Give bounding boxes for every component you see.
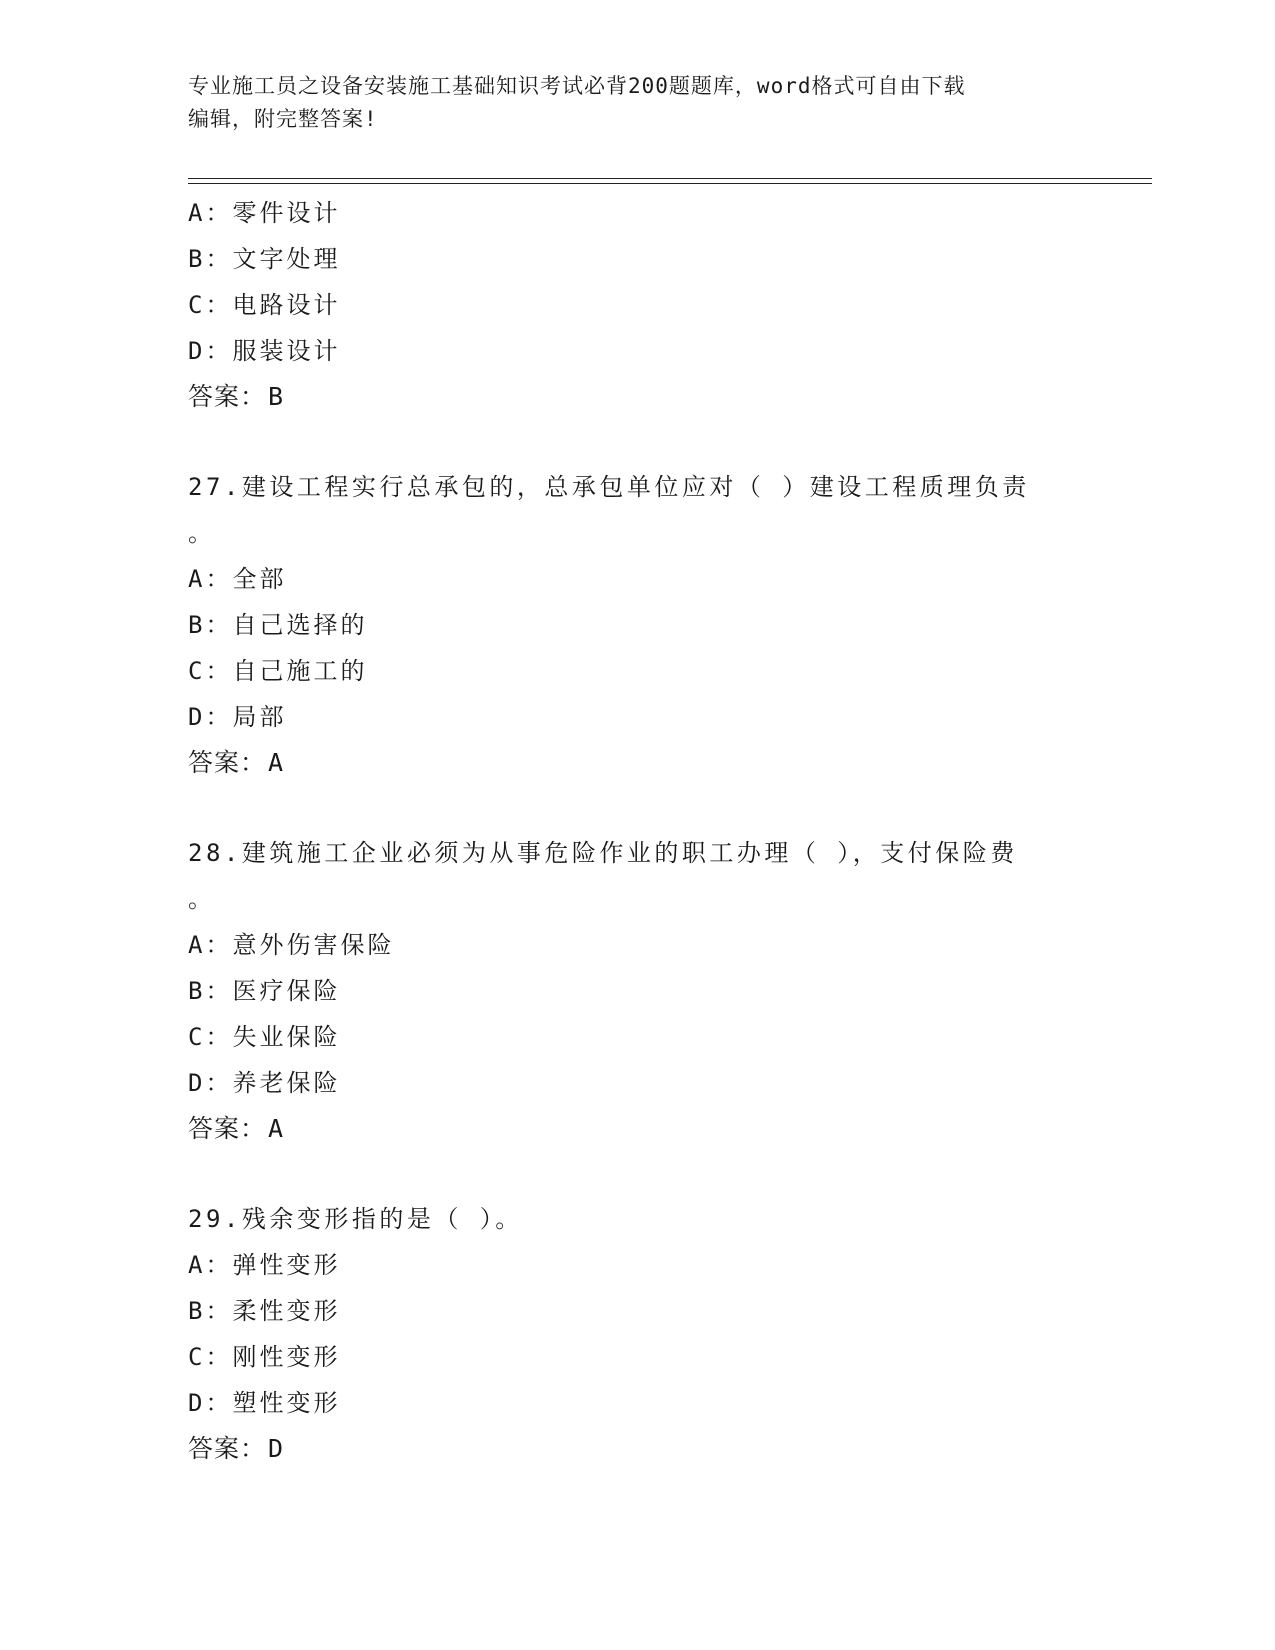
answer-label: 答案： bbox=[188, 1114, 267, 1143]
answer-value: A bbox=[268, 1114, 285, 1143]
answer-label: 答案： bbox=[188, 748, 267, 777]
answer-line bbox=[188, 374, 1088, 420]
header-line-1: 专业施工员之设备安装施工基础知识考试必背200题题库，word格式可自由下载 bbox=[188, 74, 966, 98]
question-text-continued: 。 bbox=[188, 519, 215, 547]
question-text: 29.残余变形指的是（ ）。 bbox=[188, 1205, 523, 1233]
option-d: D：塑性变形 bbox=[188, 1389, 341, 1417]
option-b: B：柔性变形 bbox=[188, 1297, 341, 1325]
option-a: A：意外伤害保险 bbox=[188, 931, 395, 959]
answer-value: A bbox=[268, 748, 285, 777]
option-b: B：自己选择的 bbox=[188, 611, 368, 639]
question-27 bbox=[188, 464, 1088, 786]
answer-line bbox=[188, 1106, 1088, 1152]
question-29 bbox=[188, 1196, 1088, 1472]
option-d: D：服装设计 bbox=[188, 337, 341, 365]
answer-label: 答案： bbox=[188, 382, 267, 411]
header-divider-bottom bbox=[188, 183, 1152, 184]
option-d: D：养老保险 bbox=[188, 1069, 341, 1097]
option-c: C：刚性变形 bbox=[188, 1343, 341, 1371]
question-text-continued: 。 bbox=[188, 885, 215, 913]
answer-value: D bbox=[268, 1434, 285, 1463]
option-a: A：零件设计 bbox=[188, 199, 341, 227]
option-b: B：文字处理 bbox=[188, 245, 341, 273]
document-header bbox=[188, 70, 1088, 136]
question-26 bbox=[188, 190, 1088, 420]
option-c: C：电路设计 bbox=[188, 291, 341, 319]
option-c: C：失业保险 bbox=[188, 1023, 341, 1051]
question-list bbox=[188, 190, 1088, 1472]
question-28 bbox=[188, 830, 1088, 1152]
header-line-2: 编辑，附完整答案! bbox=[188, 107, 378, 131]
question-text: 28.建筑施工企业必须为从事危险作业的职工办理（ ），支付保险费 bbox=[188, 839, 1018, 867]
header-divider-top bbox=[188, 178, 1152, 179]
answer-value: B bbox=[268, 382, 285, 411]
option-b: B：医疗保险 bbox=[188, 977, 341, 1005]
answer-line bbox=[188, 740, 1088, 786]
option-a: A：全部 bbox=[188, 565, 287, 593]
option-d: D：局部 bbox=[188, 703, 287, 731]
answer-label: 答案： bbox=[188, 1434, 267, 1463]
question-text: 27.建设工程实行总承包的，总承包单位应对（ ）建设工程质理负责 bbox=[188, 473, 1030, 501]
option-a: A：弹性变形 bbox=[188, 1251, 341, 1279]
option-c: C：自己施工的 bbox=[188, 657, 368, 685]
answer-line bbox=[188, 1426, 1088, 1472]
